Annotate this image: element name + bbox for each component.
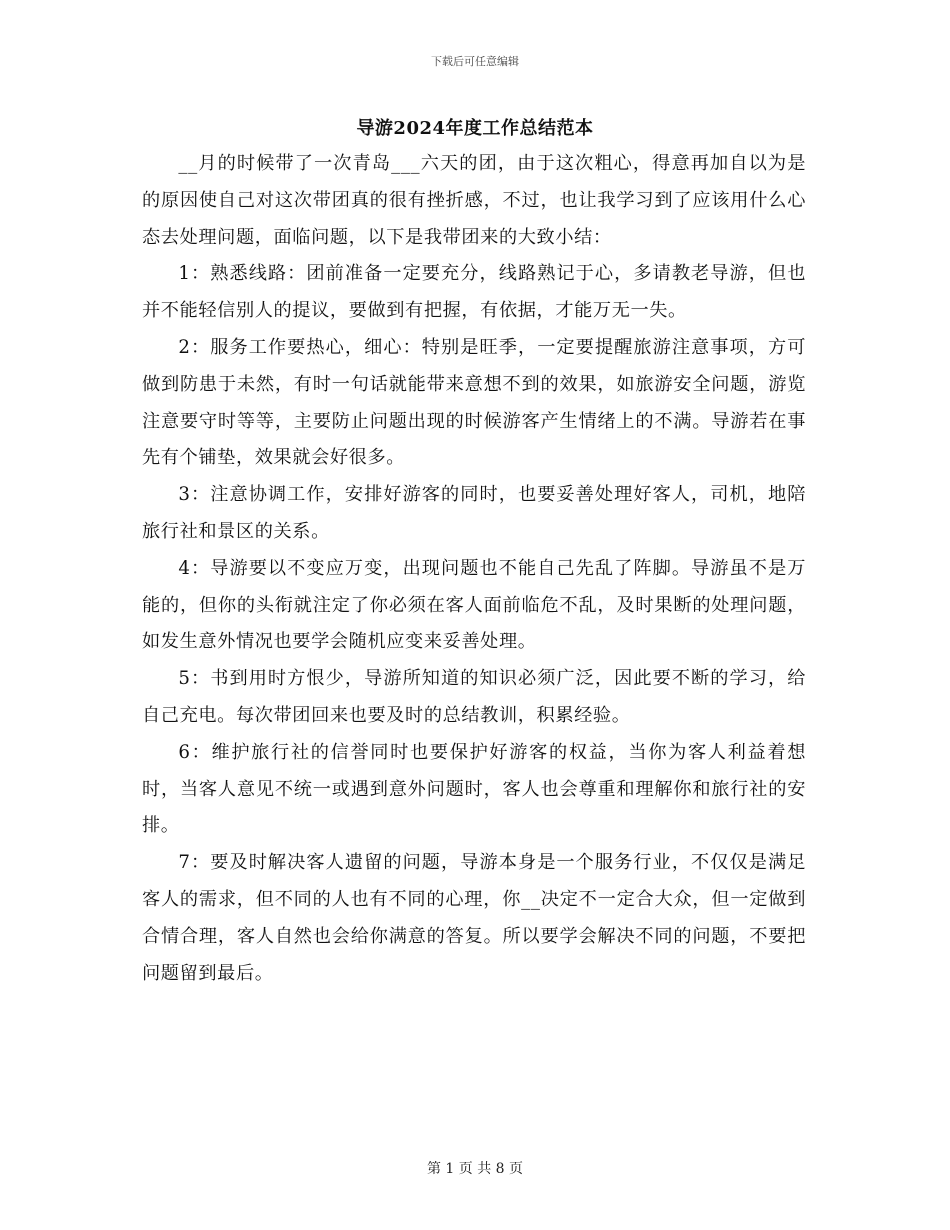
header-note: 下载后可任意编辑: [431, 55, 519, 68]
paragraph-point-2: 2：服务工作要热心，细心：特别是旺季，一定要提醒旅游注意事项，方可做到防患于未然，有时一句话就能带来意想不到的效果，如旅游安全问题，游览注意要守时等等，主要防止问题出现的时候游客产生情绪上的不满。导游若在事先有个铺垫，效果就会好很多。: [142, 336, 806, 469]
paragraph-point-1: 1：熟悉线路：团前准备一定要充分，线路熟记于心，多请教老导游，但也并不能轻信别人的提议，要做到有把握，有依据，才能万无一失。: [142, 263, 806, 322]
paragraph-point-5: 5：书到用时方恨少，导游所知道的知识必须广泛，因此要不断的学习，给自己充电。每次带团回来也要及时的总结教训，积累经验。: [142, 668, 806, 726]
paragraph-point-7: 7：要及时解决客人遗留的问题，导游本身是一个服务行业，不仅仅是满足客人的需求，但不同的人也有不同的心理，你__决定不一定合大众，但一定做到合情合理，客人自然也会给你满意的答复。所以要学会解决不同的问题，不要把问题留到最后。: [142, 852, 806, 984]
document-body: [142, 146, 806, 992]
paragraph-point-6: 6：维护旅行社的信誉同时也要保护好游客的权益，当你为客人利益着想时，当客人意见不统一或遇到意外问题时，客人也会尊重和理解你和旅行社的安排。: [142, 741, 806, 837]
paragraph-intro: __月的时候带了一次青岛___六天的团，由于这次粗心，得意再加自以为是的原因使自己对这次带团真的很有挫折感，不过，也让我学习到了应该用什么心态去处理问题，面临问题，以下是我带团来的大致小结：: [142, 153, 806, 248]
paragraph-point-3: 3：注意协调工作，安排好游客的同时，也要妥善处理好客人，司机，地陪旅行社和景区的关系。: [142, 484, 806, 542]
page-number: 第 1 页 共 8 页: [426, 1161, 524, 1177]
paragraph-point-4: 4：导游要以不变应万变，出现问题也不能自己先乱了阵脚。导游虽不是万能的，但你的头衔就注定了你必须在客人面前临危不乱，及时果断的处理问题，如发生意外情况也要学会随机应变来妥善处理。: [142, 557, 806, 653]
document-title: 导游2024年度工作总结范本: [356, 118, 594, 139]
